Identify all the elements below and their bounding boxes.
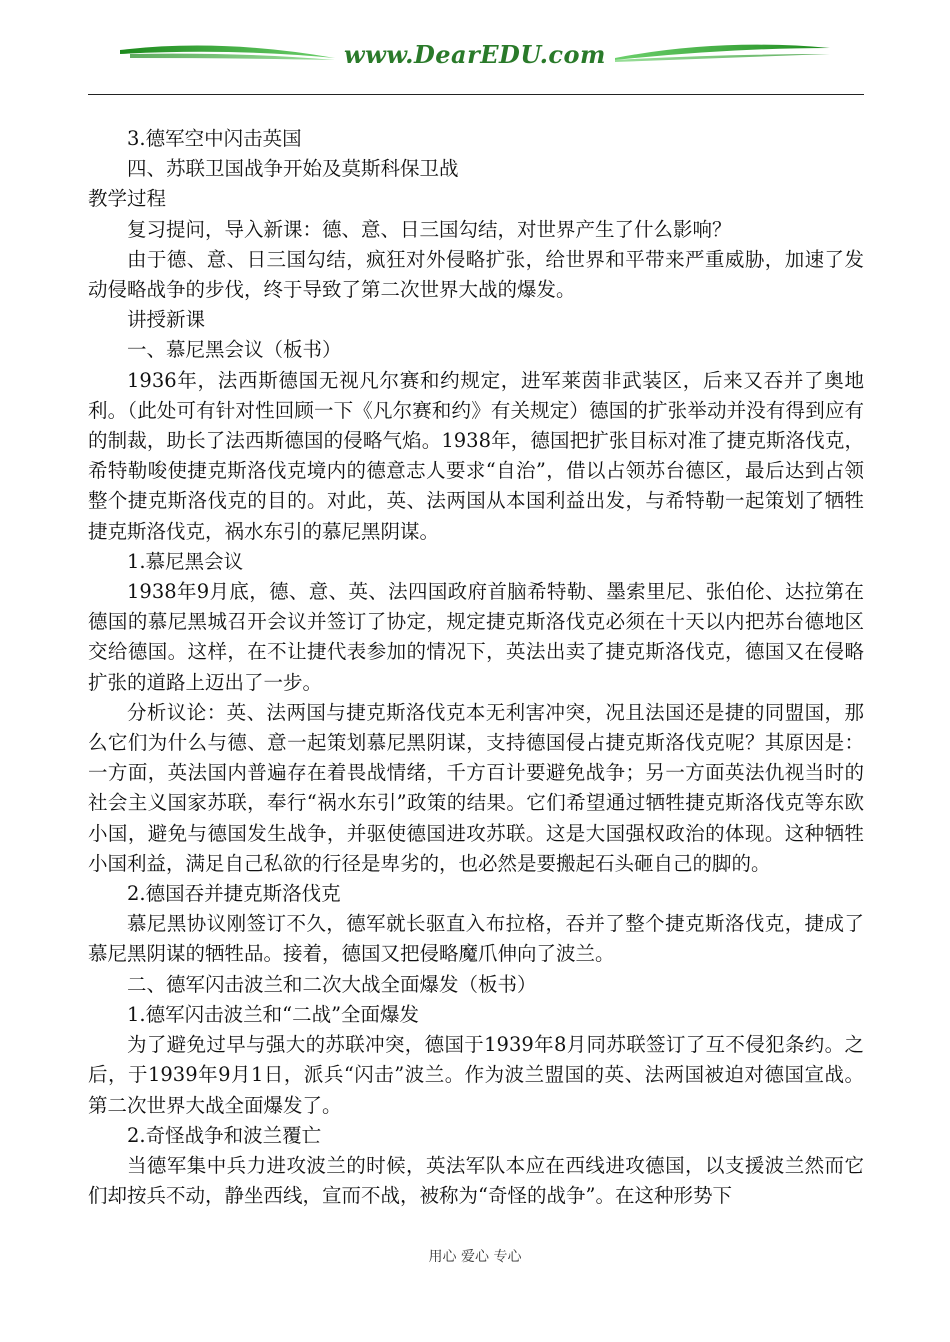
paragraph: 讲授新课 — [127, 308, 206, 332]
site-logo-text: www.DearEDU.com — [344, 40, 606, 69]
paragraph: 教学过程 — [88, 187, 167, 211]
page-footer: 用心 爱心 专心 — [428, 1249, 522, 1265]
paragraph: 分析议论：英、法两国与捷克斯洛伐克本无利害冲突，况且法国还是捷的同盟国，那么它们为什么与德、意一起策划慕尼黑阴谋，支持德国侵占捷克斯洛伐克呢？其原因是：一方面，英法国内普遍存在着畏战情绪，千方百计要避免战争；另一方面英法仇视当时的社会主义国家苏联，奉行“祸水东引”政策的结果。它们希望通过牺牲捷克斯洛伐克等东欧小国，避免与德国发生战争，并驱使德国进攻苏联。这是大国强权政治的体现。这种牺牲小国利益，满足自己私欲的行径是卑劣的，也必然是要搬起石头砸自己的脚的。 — [88, 700, 864, 875]
header-divider — [88, 94, 864, 95]
document-body — [88, 124, 864, 1211]
paragraph: 1.德军闪击波兰和“二战”全面爆发 — [127, 1002, 420, 1026]
page-header — [0, 28, 950, 76]
paragraph: 1936年，法西斯德国无视凡尔赛和约规定，进军莱茵非武装区，后来又吞并了奥地利。（此处可有针对性回顾一下《凡尔赛和约》有关规定）德国的扩张举动并没有得到应有的制裁，助长了法西斯德国的侵略气焰。1938年，德国把扩张目标对准了捷克斯洛伐克，希特勒唆使捷克斯洛伐克境内的德意志人要求“自治”，借以占领苏台德区，最后达到占领整个捷克斯洛伐克的目的。对此，英、法两国从本国利益出发，与希特勒一起策划了牺牲捷克斯洛伐克，祸水东引的慕尼黑阴谋。 — [88, 368, 864, 543]
paragraph: 复习提问，导入新课：德、意、日三国勾结，对世界产生了什么影响？ — [127, 217, 732, 241]
paragraph: 四、苏联卫国战争开始及莫斯科保卫战 — [127, 157, 459, 181]
paragraph: 为了避免过早与强大的苏联冲突，德国于1939年8月同苏联签订了互不侵犯条约。之后，于1939年9月1日，派兵“闪击”波兰。作为波兰盟国的英、法两国被迫对德国宣战。第二次世界大战全面爆发了。 — [88, 1033, 864, 1117]
paragraph: 由于德、意、日三国勾结，疯狂对外侵略扩张，给世界和平带来严重威胁，加速了发动侵略战争的步伐，终于导致了第二次世界大战的爆发。 — [88, 247, 864, 302]
paragraph: 1938年9月底，德、意、英、法四国政府首脑希特勒、墨索里尼、张伯伦、达拉第在德国的慕尼黑城召开会议并签订了协定，规定捷克斯洛伐克必须在十天以内把苏台德地区交给德国。这样，在不让捷代表参加的情况下，英法出卖了捷克斯洛伐克，德国又在侵略扩张的道路上迈出了一步。 — [88, 580, 864, 694]
paragraph: 一、慕尼黑会议（板书） — [127, 338, 342, 362]
paragraph: 二、德军闪击波兰和二次大战全面爆发（板书） — [127, 972, 537, 996]
paragraph: 3.德军空中闪击英国 — [127, 127, 302, 150]
paragraph: 2.德国吞并捷克斯洛伐克 — [127, 882, 341, 906]
paragraph: 2.奇怪战争和波兰覆亡 — [127, 1123, 322, 1147]
paragraph: 慕尼黑协议刚签订不久，德军就长驱直入布拉格，吞并了整个捷克斯洛伐克，捷成了慕尼黑阴谋的牺牲品。接着，德国又把侵略魔爪伸向了波兰。 — [88, 912, 864, 966]
paragraph: 当德军集中兵力进攻波兰的时候，英法军队本应在西线进攻德国，以支援波兰然而它们却按兵不动，静坐西线，宣而不战，被称为“奇怪的战争”。在这种形势下 — [88, 1153, 864, 1208]
paragraph: 1.慕尼黑会议 — [127, 549, 244, 573]
